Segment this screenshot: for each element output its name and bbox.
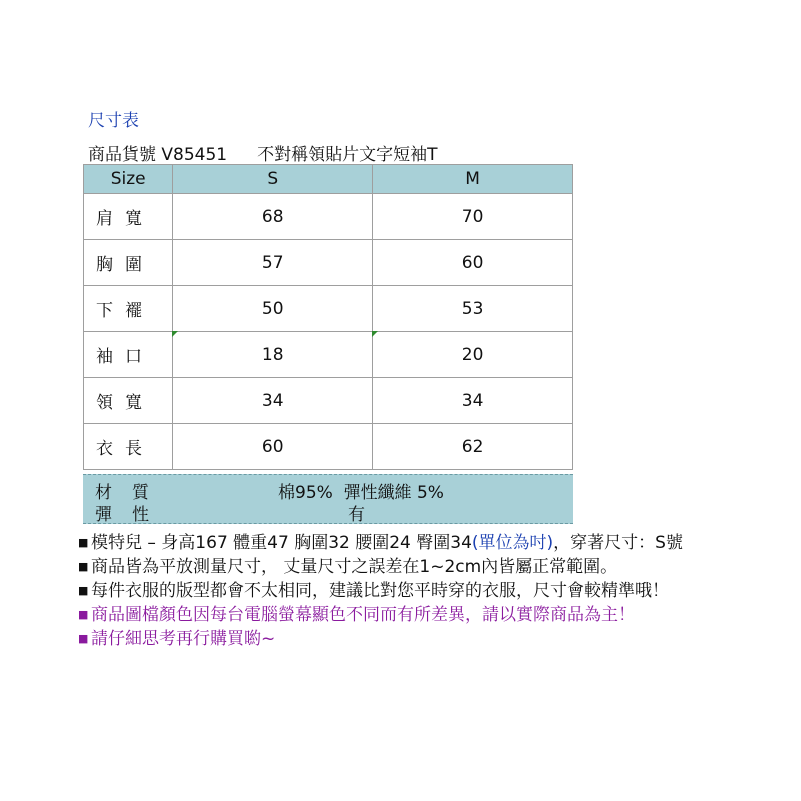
table-row <box>84 286 573 332</box>
table-row <box>84 378 573 424</box>
cell-m: 34 <box>373 378 573 424</box>
note-model-size: ，穿著尺寸：S號 <box>553 533 683 553</box>
list-item <box>78 579 683 603</box>
square-bullet-icon: ■ <box>78 560 89 573</box>
product-code: 商品貨號 V85451 <box>88 145 228 165</box>
note-measurement: 商品皆為平放測量尺寸， 丈量尺寸之誤差在1~2cm內皆屬正常範圍。 <box>91 557 618 577</box>
cell-m: 60 <box>373 240 573 286</box>
cell-m: 70 <box>373 194 573 240</box>
note-fit: 每件衣服的版型都會不太相同，建議比對您平時穿的衣服，尺寸會較精準哦！ <box>91 581 669 601</box>
material-label: 材質 <box>95 483 169 503</box>
cell-m: 53 <box>373 286 573 332</box>
list-item <box>78 627 683 651</box>
cell-s: 18 <box>173 332 373 378</box>
list-item <box>78 603 683 627</box>
cell-s: 34 <box>173 378 373 424</box>
header-m: M <box>373 165 573 194</box>
note-model-unit: (單位為吋) <box>471 533 554 553</box>
cell-m: 62 <box>373 424 573 470</box>
square-bullet-icon: ■ <box>78 584 89 597</box>
table-row <box>84 332 573 378</box>
page-title: 尺寸表 <box>88 111 139 131</box>
table-row <box>84 424 573 470</box>
note-model: 模特兒 – 身高167 體重47 胸圍32 腰圍24 臀圍34 <box>91 533 472 553</box>
row-label: 領寬 <box>84 378 173 424</box>
cell-s: 50 <box>173 286 373 332</box>
header-size: Size <box>84 165 173 194</box>
row-label: 肩寬 <box>84 194 173 240</box>
table-row <box>84 240 573 286</box>
row-label: 衣長 <box>84 424 173 470</box>
header-s: S <box>173 165 373 194</box>
row-label: 袖口 <box>84 332 173 378</box>
square-bullet-icon: ■ <box>78 608 89 621</box>
product-line <box>88 140 438 165</box>
cell-m: 20 <box>373 332 573 378</box>
cell-s: 60 <box>173 424 373 470</box>
square-bullet-icon: ■ <box>78 632 89 645</box>
row-label: 胸圍 <box>84 240 173 286</box>
size-table-header <box>84 165 573 194</box>
cell-s: 68 <box>173 194 373 240</box>
elasticity-value: 有 <box>348 505 365 525</box>
elasticity-label: 彈性 <box>95 505 169 525</box>
cell-s: 57 <box>173 240 373 286</box>
note-color: 商品圖檔顏色因每台電腦螢幕顯色不同而有所差異，請以實際商品為主！ <box>91 605 635 625</box>
note-consider: 請仔細思考再行購買喲~ <box>91 629 276 649</box>
row-label: 下襬 <box>84 286 173 332</box>
list-item <box>78 555 683 579</box>
material-box <box>83 474 573 524</box>
notes-list <box>78 531 683 651</box>
size-table <box>83 164 573 470</box>
product-name: 不對稱領貼片文字短袖T <box>257 145 438 165</box>
list-item <box>78 531 683 555</box>
square-bullet-icon: ■ <box>78 536 89 549</box>
table-row <box>84 194 573 240</box>
material-value: 棉95% 彈性纖維 5% <box>278 483 444 503</box>
